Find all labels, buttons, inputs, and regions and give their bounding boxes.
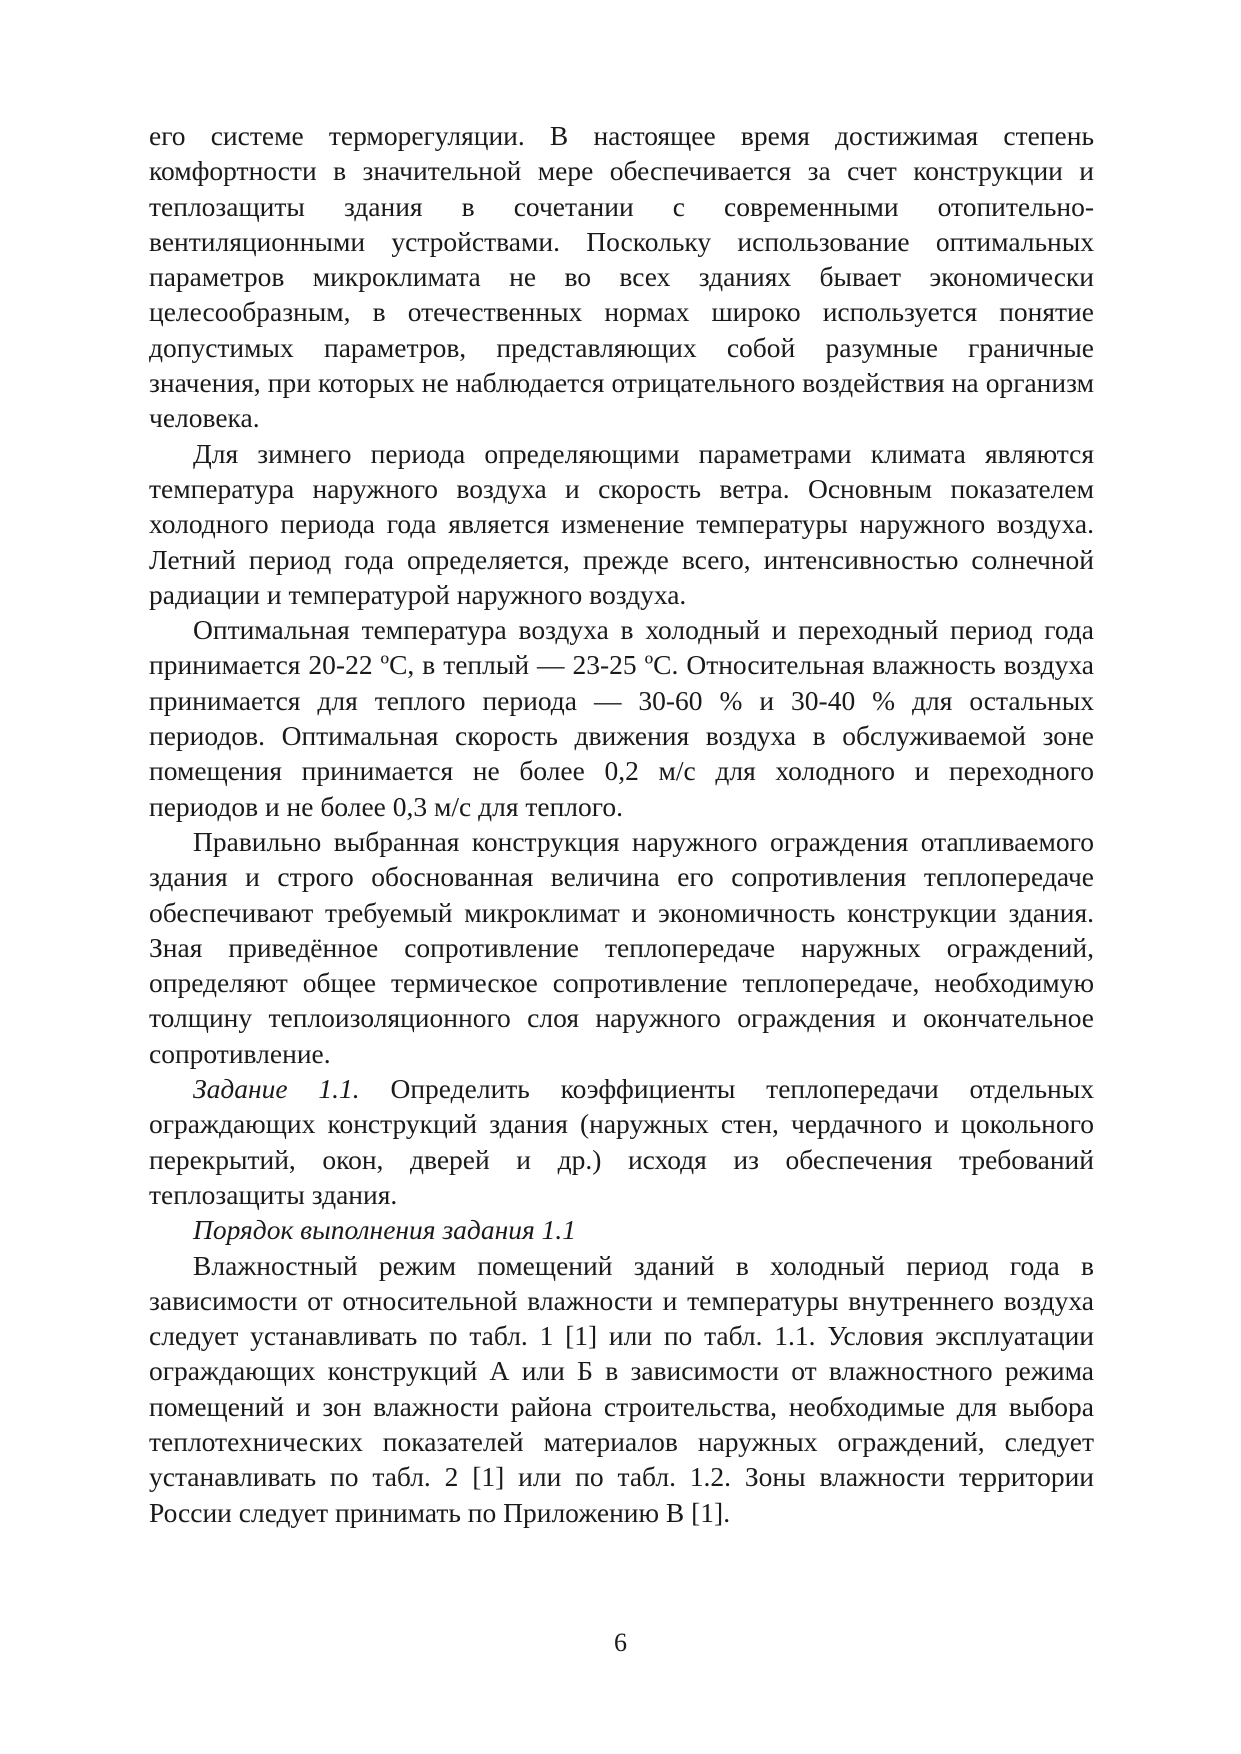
paragraph-thermoregulation: его системе терморегуляции. В настоящее время достижимая степень комфортности в значительной мере обеспечивается за счет конструкции и теплозащиты здания в сочетании с современными отопительно-вентиляционными устройствами. Поскольку использование оптимальных параметров микроклимата не во всех зданиях бывает экономически целесообразным, в отечественных нормах широко используется понятие допустимых параметров, представляющих собой разумные граничные значения, при которых не наблюдается отрицательного воздействия на организм человека. — [149, 120, 1094, 434]
page-number: 6 — [614, 1628, 627, 1657]
paragraph-winter-period: Для зимнего периода определяющими параметрами климата являются температура наружного воздуха и скорость ветра. Основным показателем холодного периода года является изменение температуры наружного воздуха. Летний период года определяется, прежде всего, интенсивностью солнечной радиации и температурой наружного воздуха. — [149, 437, 1094, 610]
document-body — [149, 118, 1094, 1530]
paragraph-optimal-temperature: Оптимальная температура воздуха в холодный и переходный период года принимается 20-22 ºС, в теплый — 23-25 ºС. Относительная влажность воздуха принимается для теплого периода — 30-60 % и 30-40 % для остальных периодов. Оптимальная скорость движения воздуха в обслуживаемой зоне помещения принимается не более 0,2 м/с для холодного и переходного периодов и не более 0,3 м/с для теплого. — [149, 614, 1094, 822]
procedure-heading: Порядок выполнения задания 1.1 — [193, 1214, 577, 1246]
paragraph-enclosure-construction — [149, 824, 1094, 1071]
paragraph-enclosure-text: Правильно выбранная конструкция наружного ограждения отапливаемого здания и строго обоснованная величина его сопротивления теплопередаче обеспечивают требуемый микроклимат и экономичность конструкции здания. Зная приведённое сопротивление теплопередаче наружных ограждений, определяют общее термическое сопротивление теплопередаче, необходимую толщину теплоизоляционного слоя наружного ограждения и окончательное сопротивление. — [149, 825, 1094, 1069]
task-text: Определить коэффициенты теплопередачи отдельных ограждающих конструкций здания (наружных стен, чердачного и цокольного перекрытий, окон, дверей и др.) исходя из обеспечения требований теплозащиты здания. — [149, 1073, 1094, 1210]
task-label: Задание 1.1. — [193, 1073, 360, 1105]
paragraph-humidity-regime: Влажностный режим помещений зданий в холодный период года в зависимости от относительной влажности и температуры внутреннего воздуха следует устанавливать по табл. 1 [1] или по табл. 1.1. Условия эксплуатации ограждающих конструкций А или Б в зависимости от влажностного режима помещений и зон влажности района строительства, необходимые для выбора теплотехнических показателей материалов наружных ограждений, следует устанавливать по табл. 2 [1] или по табл. 1.2. Зоны влажности территории России следует принимать по Приложению В [1]. — [149, 1249, 1094, 1528]
paragraph-task — [149, 1071, 1094, 1212]
